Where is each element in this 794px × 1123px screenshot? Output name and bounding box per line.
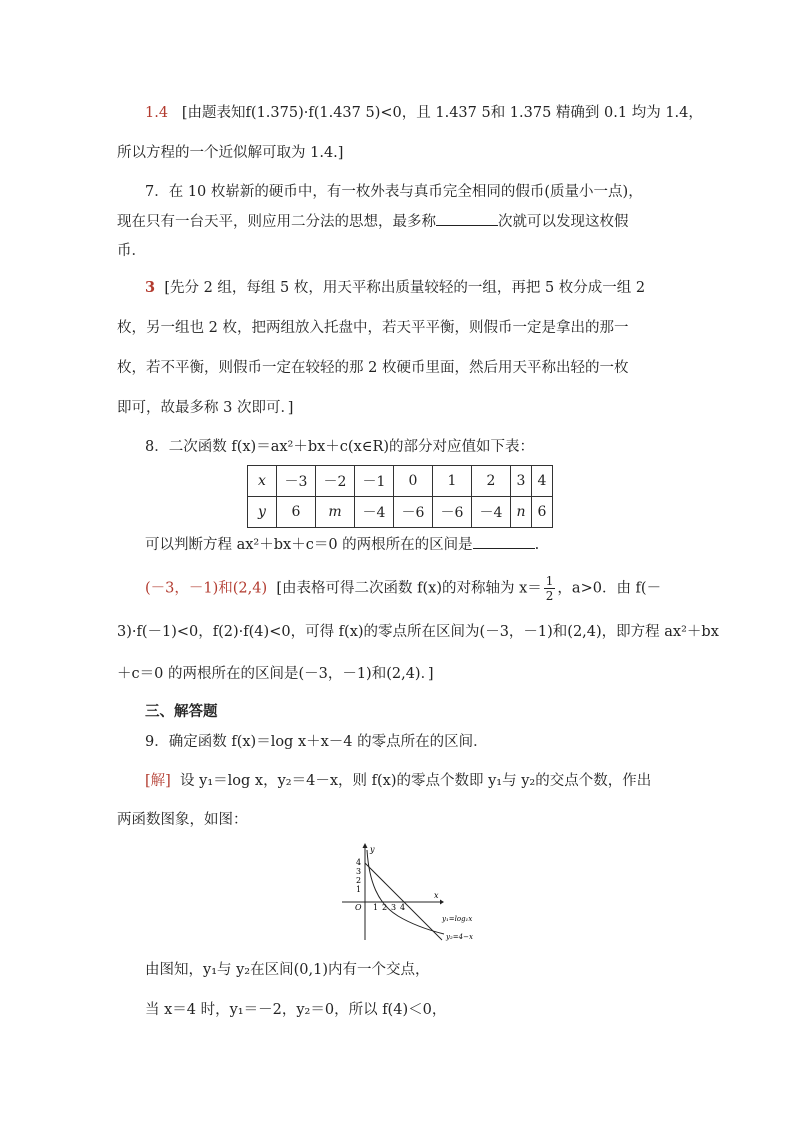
fraction-denominator: 2	[545, 589, 554, 603]
answer-8-line-1	[145, 574, 661, 603]
answer-blank	[436, 211, 498, 226]
section-title: 三、解答题	[145, 704, 218, 720]
table-cell: 6	[532, 497, 553, 528]
conclusion-line-2: 当 x＝4 时，y₁＝－2，y₂＝0，所以 f(4)＜0，	[145, 1002, 447, 1018]
fraction-numerator: 1	[545, 574, 554, 588]
explanation-continued: 所以方程的一个近似解可取为 1.4.]	[117, 145, 344, 161]
answer-7-text: [先分 2 组，每组 5 枚，用天平称出质量较轻的一组，再把 5 枚分成一组 2	[164, 280, 646, 296]
table-cell: 4	[532, 466, 553, 497]
function-graph	[338, 842, 488, 942]
answer-7-line-4: 即可，故最多称 3 次即可．]	[117, 400, 294, 416]
table-cell: 3	[511, 466, 532, 497]
question-9-line-3: 两函数图象，如图：	[117, 812, 248, 828]
y-tick-label: 3	[356, 867, 362, 876]
table-cell: y	[248, 497, 277, 528]
question-8-line-1: 8．二次函数 f(x)＝ax²＋bx＋c(x∈R)的部分对应值如下表：	[145, 439, 535, 455]
solve-tag: [解]	[145, 773, 171, 789]
question-9-text: 设 y₁＝log x，y₂＝4－x，则 f(x)的零点个数即 y₁与 y₂的交点个数，作出	[180, 773, 652, 789]
x-tick-label: 2	[382, 903, 388, 912]
table-cell: －3	[277, 466, 316, 497]
x-axis-arrow	[440, 900, 444, 905]
answer-8-line-2: 3)·f(－1)<0，f(2)·f(4)<0，可得 f(x)的零点所在区间为(－3，－1)和(2,4)，即方程 ax²＋bx	[117, 624, 719, 640]
table-row	[248, 497, 553, 528]
table-cell: －4	[355, 497, 394, 528]
y-tick-label: 1	[356, 885, 362, 894]
answer-8-text-a: [由表格可得二次函数 f(x)的对称轴为 x＝	[276, 580, 542, 597]
table-cell: 2	[472, 466, 511, 497]
answer-8-line-3: ＋c＝0 的两根所在的区间是(－3，－1)和(2,4)．]	[117, 666, 434, 682]
explanation-text: [由题表知f(1.375)·f(1.437 5)<0，且 1.437 5和 1.375 精确到 0.1 均为 1.4，	[181, 105, 703, 121]
table-row	[248, 466, 553, 497]
answer-7-line-3: 枚，若不平衡，则假币一定在较轻的那 2 枚硬币里面，然后用天平称出轻的一枚	[117, 360, 629, 376]
table-cell: m	[316, 497, 355, 528]
y-tick-label: 2	[356, 876, 362, 885]
table-cell: －6	[433, 497, 472, 528]
table-cell: －6	[394, 497, 433, 528]
table-cell: 0	[394, 466, 433, 497]
question-9-line-2	[145, 771, 651, 791]
y-axis-arrow	[363, 843, 368, 848]
answer-1-4-line	[145, 103, 703, 123]
x-tick-label: 4	[400, 903, 406, 912]
question-7-line-3: 币．	[117, 243, 146, 259]
table-cell: －2	[316, 466, 355, 497]
origin-label: O	[355, 903, 362, 912]
question-7-line-2	[117, 211, 629, 232]
x-tick-label: 3	[391, 903, 397, 912]
answer-7-line-1	[145, 278, 645, 298]
question-7-text-a: 现在只有一台天平，则应用二分法的思想，最多称	[117, 214, 436, 230]
y-axis-label: y	[370, 845, 375, 854]
answer-value: (－3，－1)和(2,4)	[145, 580, 268, 597]
answer-value: 1.4	[145, 105, 169, 121]
table-cell: x	[248, 466, 277, 497]
curve-2-label: y₂=4−x	[446, 933, 473, 941]
curve-1-label: y₁=log₁x	[442, 915, 473, 923]
question-8-line-2	[145, 534, 539, 555]
question-8-text-b: .	[534, 537, 540, 553]
question-7-text-b: 次就可以发现这枚假	[498, 214, 629, 230]
answer-blank	[473, 534, 535, 549]
value-table	[247, 465, 553, 528]
x-axis-label: x	[434, 891, 439, 900]
y-tick-label: 4	[356, 858, 362, 867]
log-curve	[367, 850, 444, 934]
answer-8-text-b: ，a>0．由 f(－	[557, 580, 662, 597]
table-cell: 1	[433, 466, 472, 497]
fraction-one-half	[544, 574, 556, 603]
table-cell: －4	[472, 497, 511, 528]
question-7-line-1: 7．在 10 枚崭新的硬币中，有一枚外表与真币完全相同的假币(质量小一点)，	[145, 184, 643, 200]
table-cell: －1	[355, 466, 394, 497]
conclusion-line-1: 由图知，y₁与 y₂在区间(0,1)内有一个交点，	[145, 962, 430, 978]
answer-7-line-2: 枚，另一组也 2 枚，把两组放入托盘中，若天平平衡，则假币一定是拿出的那一	[117, 320, 629, 336]
answer-value: 3	[145, 279, 156, 296]
table-cell: 6	[277, 497, 316, 528]
question-9-line-1: 9．确定函数 f(x)＝log x＋x－4 的零点所在的区间．	[145, 734, 488, 750]
question-8-text-a: 可以判断方程 ax²＋bx＋c＝0 的两根所在的区间是	[145, 537, 473, 553]
x-tick-label: 1	[373, 903, 379, 912]
table-cell: n	[511, 497, 532, 528]
